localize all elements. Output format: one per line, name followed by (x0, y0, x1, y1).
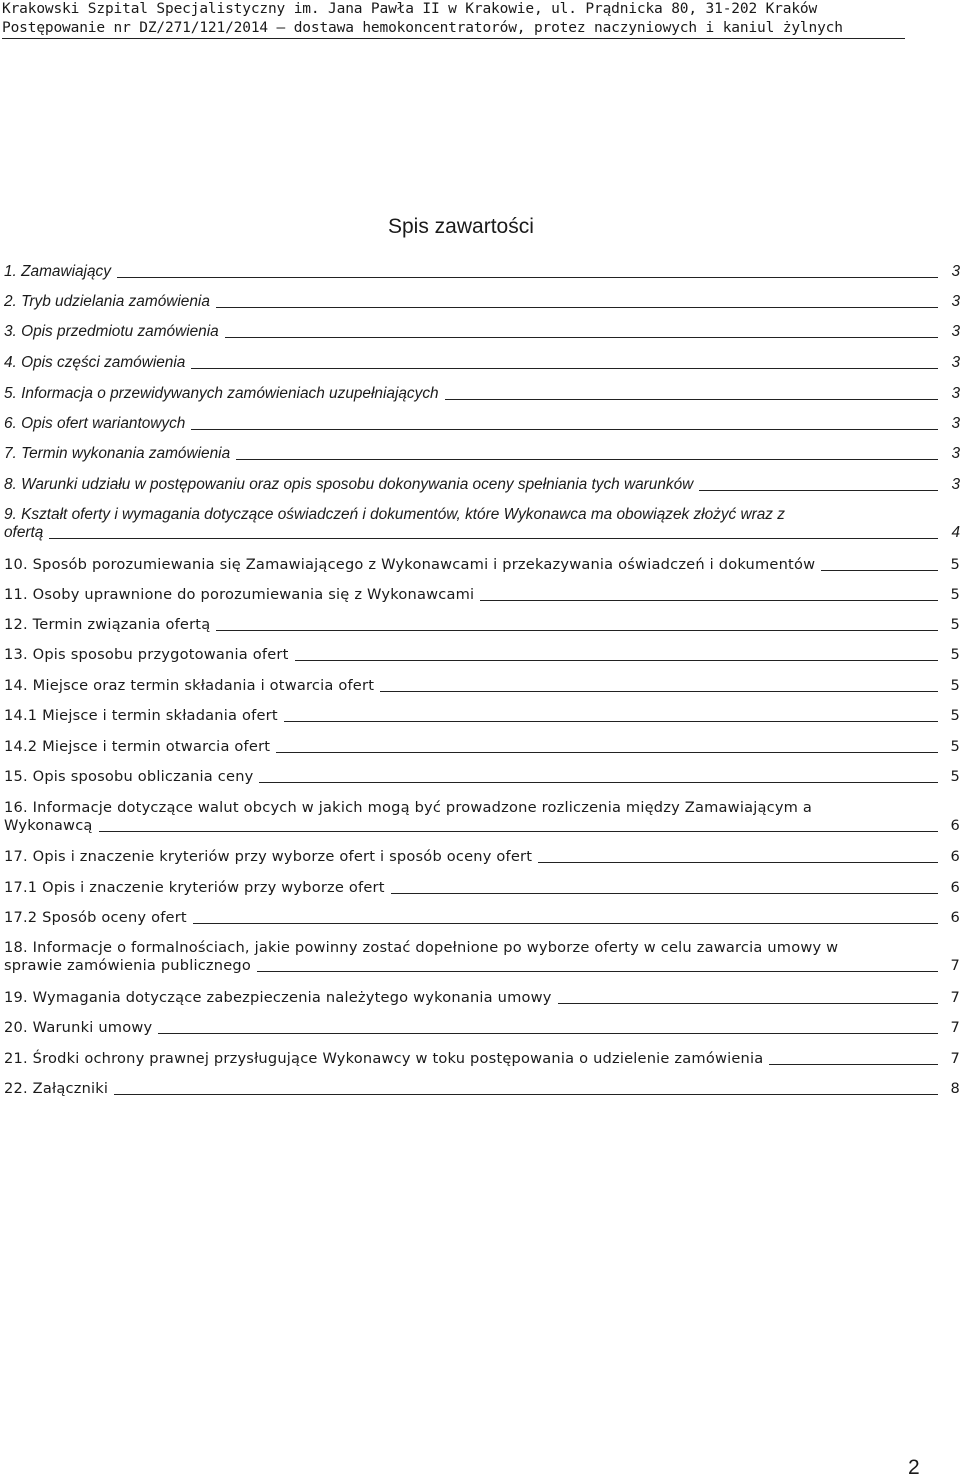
toc-entry[interactable]: 7. Termin wykonania zamówienia 3 (4, 445, 960, 462)
toc-entry[interactable]: 9. Kształt oferty i wymagania dotyczące oświadczeń i dokumentów, które Wykonawca ma obowiązek złożyć wraz z ofertą 4 (4, 506, 960, 541)
toc-entry[interactable]: 14.1 Miejsce i termin składania ofert 5 (4, 707, 960, 724)
toc-entry[interactable]: 13. Opis sposobu przygotowania ofert 5 (4, 646, 960, 663)
toc-entry[interactable]: 6. Opis ofert wariantowych 3 (4, 415, 960, 432)
header-line-procedure: Postępowanie nr DZ/271/121/2014 – dostawa hemokoncentratorów, protez naczyniowych i kaniul żylnych (2, 20, 843, 36)
toc-entry[interactable]: 12. Termin związania ofertą 5 (4, 616, 960, 633)
toc-entry[interactable]: 10. Sposób porozumiewania się Zamawiającego z Wykonawcami i przekazywania oświadczeń i dokumentów 5 (4, 556, 960, 573)
toc-entry[interactable]: 11. Osoby uprawnione do porozumiewania się z Wykonawcami 5 (4, 586, 960, 603)
toc-title: Spis zawartości (388, 215, 534, 238)
toc-entry[interactable]: 4. Opis części zamówienia 3 (4, 354, 960, 371)
toc-entry[interactable]: 19. Wymagania dotyczące zabezpieczenia należytego wykonania umowy 7 (4, 989, 960, 1006)
toc-entry[interactable]: 15. Opis sposobu obliczania ceny 5 (4, 768, 960, 785)
toc-entry[interactable]: 17. Opis i znaczenie kryteriów przy wyborze ofert i sposób oceny ofert 6 (4, 848, 960, 865)
toc-entry[interactable]: 8. Warunki udziału w postępowaniu oraz opis sposobu dokonywania oceny spełniania tych warunków 3 (4, 476, 960, 493)
toc-entry[interactable]: 14. Miejsce oraz termin składania i otwarcia ofert 5 (4, 677, 960, 694)
toc-entry[interactable]: 1. Zamawiający 3 (4, 263, 960, 280)
toc-entry[interactable]: 5. Informacja o przewidywanych zamówieniach uzupełniających 3 (4, 385, 960, 402)
page-number: 2 (908, 1456, 920, 1479)
toc-entry[interactable]: 2. Tryb udzielania zamówienia 3 (4, 293, 960, 310)
toc-entry[interactable]: 17.2 Sposób oceny ofert 6 (4, 909, 960, 926)
toc-entry[interactable]: 3. Opis przedmiotu zamówienia 3 (4, 323, 960, 340)
toc-entry[interactable]: 21. Środki ochrony prawnej przysługujące Wykonawcy w toku postępowania o udzielenie zamówienia 7 (4, 1050, 960, 1067)
header-line-hospital: Krakowski Szpital Specjalistyczny im. Jana Pawła II w Krakowie, ul. Prądnicka 80, 31-202 Kraków (2, 1, 818, 17)
toc-entry[interactable]: 17.1 Opis i znaczenie kryteriów przy wyborze ofert 6 (4, 879, 960, 896)
toc-entry[interactable]: 14.2 Miejsce i termin otwarcia ofert 5 (4, 738, 960, 755)
toc-entry[interactable]: 18. Informacje o formalnościach, jakie powinny zostać dopełnione po wyborze oferty w celu zawarcia umowy w sprawie zamówienia publicznego 7 (4, 939, 960, 974)
toc-entry[interactable]: 20. Warunki umowy 7 (4, 1019, 960, 1036)
toc-entry[interactable]: 16. Informacje dotyczące walut obcych w jakich mogą być prowadzone rozliczenia między Zamawiającym a Wykonawcą 6 (4, 799, 960, 834)
document-header (2, 0, 905, 39)
toc-entry[interactable]: 22. Załączniki 8 (4, 1080, 960, 1097)
